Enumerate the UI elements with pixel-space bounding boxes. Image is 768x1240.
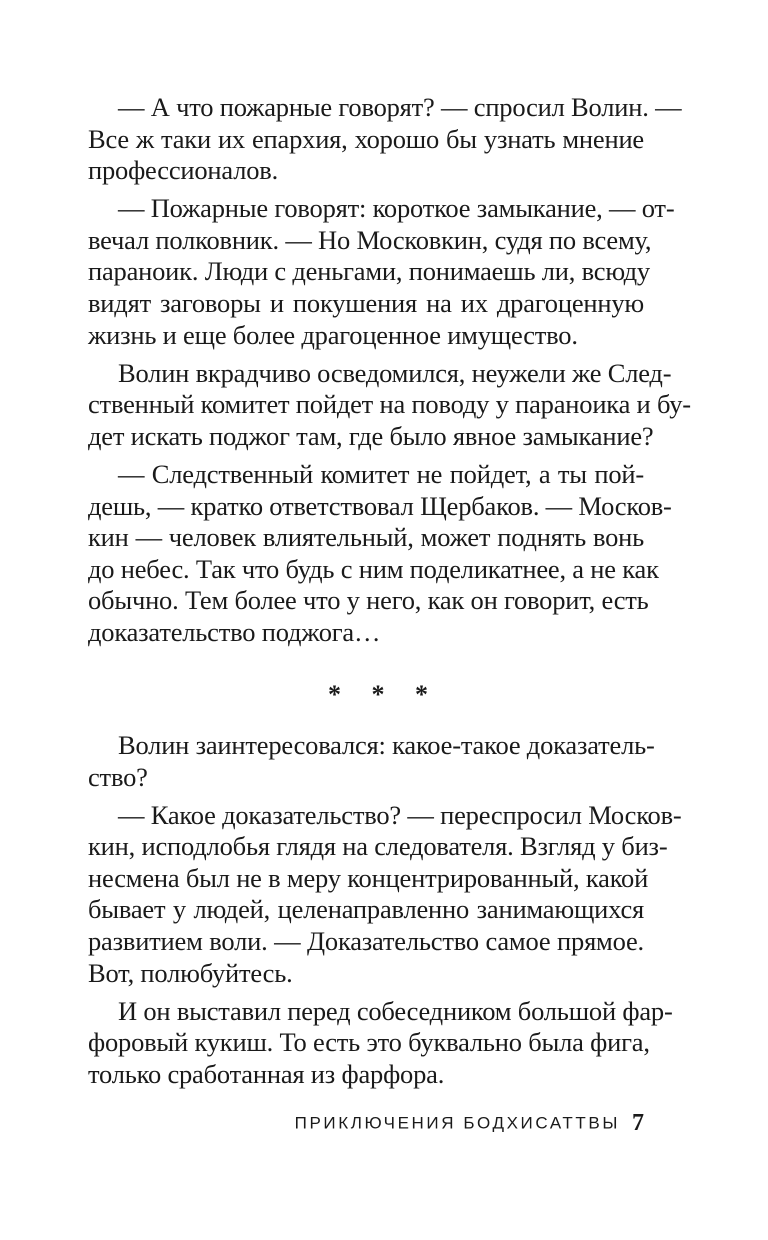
section-break-asterisks: * * *	[328, 680, 440, 709]
paragraph	[88, 459, 672, 649]
text-line: — Какое доказательство? — переспросил Москов-	[118, 799, 682, 830]
text-line: ственный комитет пойдет на поводу у параноика и бу-	[88, 389, 691, 420]
text-line: только сработанная из фарфора.	[88, 1058, 445, 1089]
paragraph	[88, 995, 673, 1091]
text-line: кин — человек влиятельный, может поднять вонь	[88, 522, 644, 553]
text-line: видят заговоры и покушения на их драгоценную	[88, 288, 644, 319]
page-number: 7	[632, 1110, 644, 1136]
text-line: И он выставил перед собеседником большой фар-	[118, 995, 673, 1026]
text-line: Волин вкрадчиво осведомился, неужели же След-	[118, 357, 672, 388]
running-footer	[88, 1110, 644, 1137]
paragraph	[88, 92, 682, 187]
text-line: — А что пожарные говорят? — спросил Волин. —	[118, 92, 682, 122]
text-line: развитием воли. — Доказательство самое прямое.	[88, 926, 644, 957]
text-line: кин, исподлобья глядя на следователя. Взгляд у биз-	[88, 831, 668, 862]
paragraph	[88, 730, 655, 793]
text-line: дешь, — кратко ответствовал Щербаков. — Москов-	[88, 490, 672, 521]
text-line: обычно. Тем более что у него, как он говорит, есть	[88, 585, 649, 616]
text-section-before-break	[88, 92, 691, 649]
text-line: жизнь и еще более драгоценное имущество.	[88, 319, 578, 350]
text-line: несмена был не в меру концентрированный, какой	[88, 862, 649, 893]
text-line: бывает у людей, целенаправленно занимающихся	[88, 894, 644, 925]
text-line: профессионалов.	[88, 155, 279, 186]
text-line: ство?	[88, 761, 148, 792]
text-line: Вот, полюбуйтесь.	[88, 957, 293, 988]
text-section-after-break	[88, 730, 682, 1091]
text-line: до небес. Так что будь с ним поделикатнее, а не как	[88, 553, 659, 584]
paragraph	[88, 357, 691, 453]
text-line: Волин заинтересовался: какое-такое доказатель-	[118, 730, 655, 760]
paragraph	[88, 193, 675, 351]
text-line: Все ж таки их епархия, хорошо бы узнать мнение	[88, 123, 644, 154]
text-line: дет искать поджог там, где было явное замыкание?	[88, 420, 654, 451]
text-line: доказательство поджога…	[88, 617, 381, 647]
paragraph	[88, 799, 682, 990]
text-line: форовый кукиш. То есть это буквально была фига,	[88, 1027, 650, 1058]
text-line: параноик. Люди с деньгами, понимаешь ли, всюду	[88, 256, 650, 287]
text-line: — Пожарные говорят: короткое замыкание, — от-	[118, 193, 675, 224]
text-line: вечал полковник. — Но Московкин, судя по всему,	[88, 224, 652, 255]
running-title: ПРИКЛЮЧЕНИЯ БОДХИСАТТВЫ	[294, 1113, 620, 1133]
text-line: — Следственный комитет не пойдет, а ты пой-	[118, 459, 644, 490]
